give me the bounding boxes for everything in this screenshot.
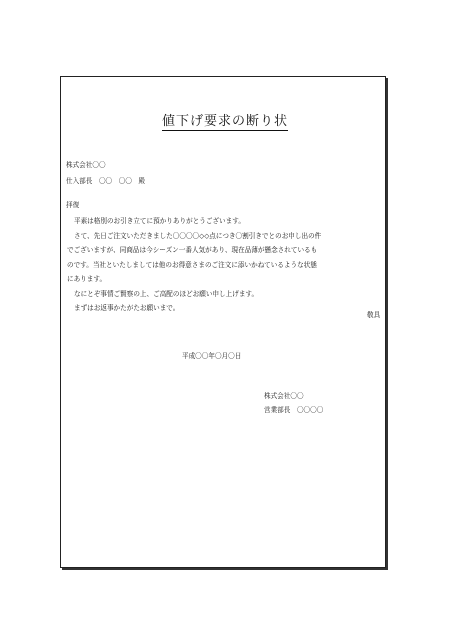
closing: 敬具 (367, 311, 381, 319)
body-line: にあります。 (67, 275, 107, 283)
body-line: なにとぞ事情ご賢察の上、ご高配のほどお願い申し上げます。 (74, 289, 259, 298)
body-line: さて、先日ご注文いただきました〇〇〇〇◇◇点につき〇割引きでとのお申し出の件 (74, 231, 322, 240)
sender-company: 株式会社〇〇 (264, 392, 304, 400)
recipient-company: 株式会社〇〇 (66, 161, 106, 169)
body-line: のです。当社といたしましては他のお得意さまのご注文に添いかねているような状態 (67, 260, 317, 269)
document-title-text: 値下げ要求の断り状 (161, 114, 288, 129)
body-line: 平素は格別のお引き立てに預かりありがとうございます。 (74, 217, 245, 225)
document-title (60, 110, 390, 129)
letter-body (67, 214, 385, 316)
sender-name: 営業部長 〇〇〇〇 (264, 406, 324, 414)
body-line: まずはお返事かたがたお願いまで。 (74, 304, 180, 312)
recipient-name: 仕入部長 〇〇 〇〇 殿 (66, 177, 146, 185)
body-line: でございますが、同商品は今シーズン一番人気があり、現在品薄が懸念されているも (67, 246, 318, 254)
salutation: 拝復 (66, 201, 80, 209)
document-frame (60, 76, 386, 568)
letter-date: 平成〇〇年〇月〇日 (182, 352, 242, 360)
